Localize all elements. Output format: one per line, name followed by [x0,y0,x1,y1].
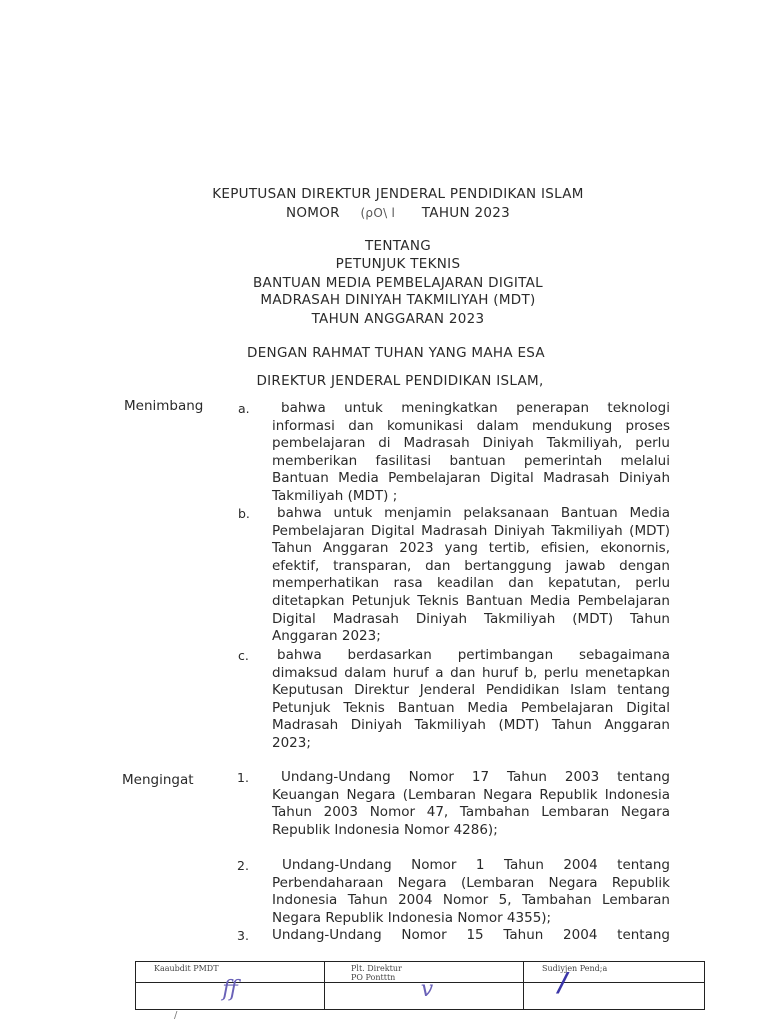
mengingat-3-marker: 3. [237,928,249,943]
decree-year: TAHUN 2023 [421,205,511,221]
mengingat-1-marker: 1. [237,770,249,785]
mengingat-label: Mengingat [122,772,194,788]
nomor-value: (ρO\ l [360,206,396,220]
menimbang-c-marker: c. [238,648,249,663]
menimbang-a-marker: a. [238,401,250,416]
signoff-head-dirjen: Sudiyjen Pend;a [524,962,705,983]
subject-line-2: BANTUAN MEDIA PEMBELAJARAN DIGITAL [252,275,543,291]
menimbang-b-marker: b. [238,506,250,521]
signoff-head-direktur-sub: PO Pontttn [351,973,396,982]
signoff-header-row [136,962,705,983]
menimbang-label: Menimbang [124,398,204,414]
mengingat-2-text: Undang-Undang Nomor 1 Tahun 2004 tentang Perbendaharaan Negara (Lembaran Negara Republik Indonesia Tahun 2004 Nomor 5, Tambahan Lembaran Negara Republik Indonesia Nomor 4355); [272,857,670,926]
menimbang-c-text: bahwa berdasarkan pertimbangan sebagaimana dimaksud dalam huruf a dan huruf b, perlu menetapkan Keputusan Direktur Jenderal Pendidikan Islam tentang Petunjuk Teknis Bantuan Media Pembelajaran Digital Madrasah Diniyah Takmiliyah (MDT) Tahun Anggaran 2023; [272,647,670,751]
paraf-kasubdit: ff [222,977,238,1002]
signoff-signature-row [136,983,705,1010]
nomor-label: NOMOR [285,205,340,221]
stray-mark: / [174,1010,178,1021]
signoff-cell-kasubdit [136,977,325,1010]
decree-title: KEPUTUSAN DIREKTUR JENDERAL PENDIDIKAN ISLAM [212,186,584,202]
menimbang-b-text: bahwa untuk menjamin pelaksanaan Bantuan Media Pembelajaran Digital Madrasah Diniyah Takmiliyah (MDT) Tahun Anggaran 2023 yang tertib, efisien, ekonornis, efektif, transparan, dan bertanggung jawab dengan memperhatikan rasa keadilan dan kepatutan, perlu ditetapkan Petunjuk Teknis Bantuan Media Pembelajaran Digital Madrasah Diniyah Takmiliyah (MDT) Tahun Anggaran 2023; [272,505,670,645]
tentang-heading: TENTANG [365,238,431,254]
signoff-head-kasubdit: Kaaubdit PMDT [136,962,325,983]
subject-line-4: TAHUN ANGGARAN 2023 [311,311,485,327]
mengingat-2-marker: 2. [237,858,249,873]
subject-line-3: MADRASAH DINIYAH TAKMILIYAH (MDT) [260,292,536,308]
signoff-table [135,961,705,1010]
mengingat-3-text: Undang-Undang Nomor 15 Tahun 2004 tentang [272,927,670,943]
signoff-head-direktur-title: Plt. Direktur [351,964,402,973]
direktur-line: DIREKTUR JENDERAL PENDIDIKAN ISLAM, [256,373,544,389]
rahmat-line: DENGAN RAHMAT TUHAN YANG MAHA ESA [247,345,545,361]
paraf-direktur: v [420,977,434,1002]
mengingat-1-text: Undang-Undang Nomor 17 Tahun 2003 tentang Keuangan Negara (Lembaran Negara Republik Indonesia Tahun 2003 Nomor 47, Tambahan Lembaran Negara Republik Indonesia Nomor 4286); [272,769,670,838]
subject-line-1: PETUNJUK TEKNIS [335,256,461,272]
decree-number-line [0,205,768,221]
paraf-dirjen: / [558,968,568,998]
menimbang-a-text: bahwa untuk meningkatkan penerapan teknologi informasi dan komunikasi dalam mendukung proses pembelajaran di Madrasah Diniyah Takmiliyah, perlu memberikan fasilitasi bantuan pemerintah melalui Bantuan Media Pembelajaran Digital Madrasah Diniyah Takmiliyah (MDT) ; [272,400,670,504]
